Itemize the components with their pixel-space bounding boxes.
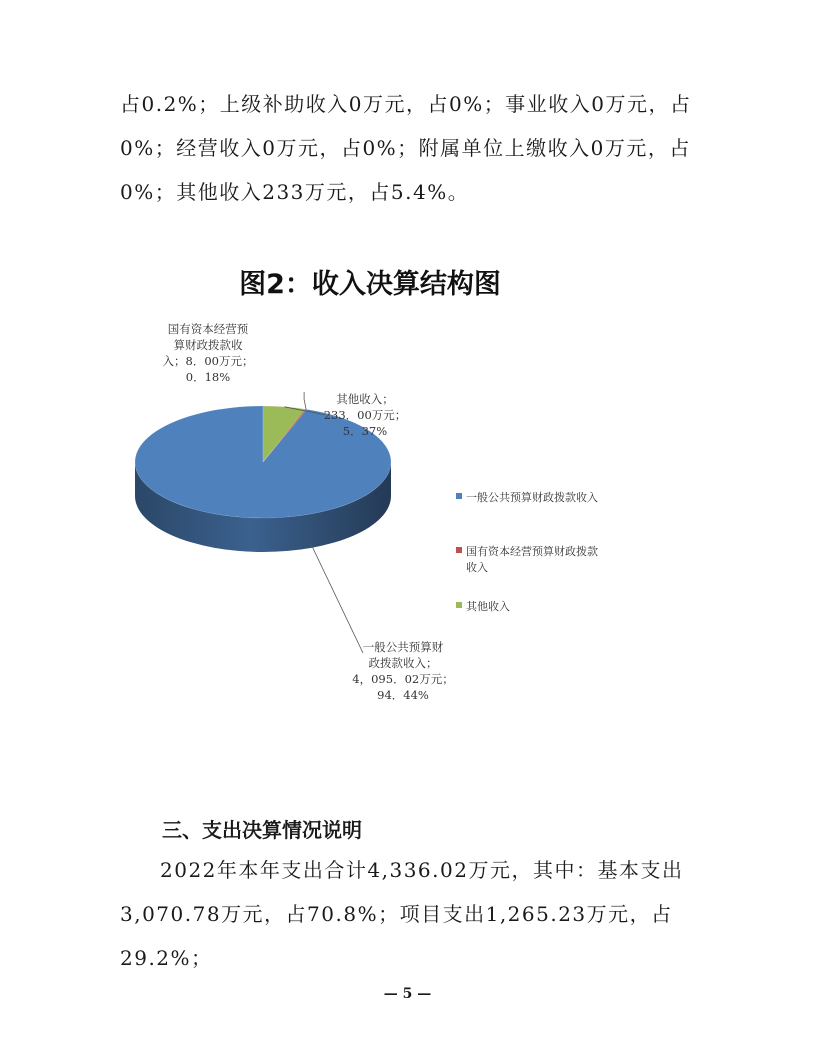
legend-swatch [456,493,462,499]
legend-label: 国有资本经营预算财政拨款收入 [466,545,598,574]
legend-swatch [456,602,462,608]
chart-title: 图2：收入决算结构图 [239,269,501,300]
section-heading: 三、支出决算情况说明 [162,818,362,842]
legend-swatch [456,547,462,553]
legend-item-other-income [456,599,510,613]
data-label-other-income: 其他收入； 233．00万元； 5．37% [323,392,407,438]
legend-label: 其他收入 [466,600,510,613]
data-label-state-capital: 国有资本经营预算财政拨款收入；8．00万元； 0．18% [162,322,254,384]
legend-label: 一般公共预算财政拨款收入 [466,491,598,504]
page-number: — 5 — [383,986,432,1002]
data-label-general-budget: 一般公共预算财政拨款收入； 4，095．02万元； 94．44% [352,640,454,702]
income-structure-pie-chart [120,255,620,745]
legend-item-general-budget [456,490,598,504]
paragraph-expenditure-summary: 2022年本年支出合计4,336.02万元，其中：基本支出3,070.78万元，占70.8%；项目支出1,265.23万元，占29.2%； [120,858,684,970]
leader-line-general-budget [310,542,363,653]
paragraph-income-summary: 占0.2%；上级补助收入0万元，占0%；事业收入0万元，占0%；经营收入0万元，占0%；附属单位上缴收入0万元，占0%；其他收入233万元，占5.4%。 [120,92,692,204]
legend [456,490,598,613]
legend-item-state-capital [456,544,598,574]
leader-line-state-capital [304,392,306,409]
